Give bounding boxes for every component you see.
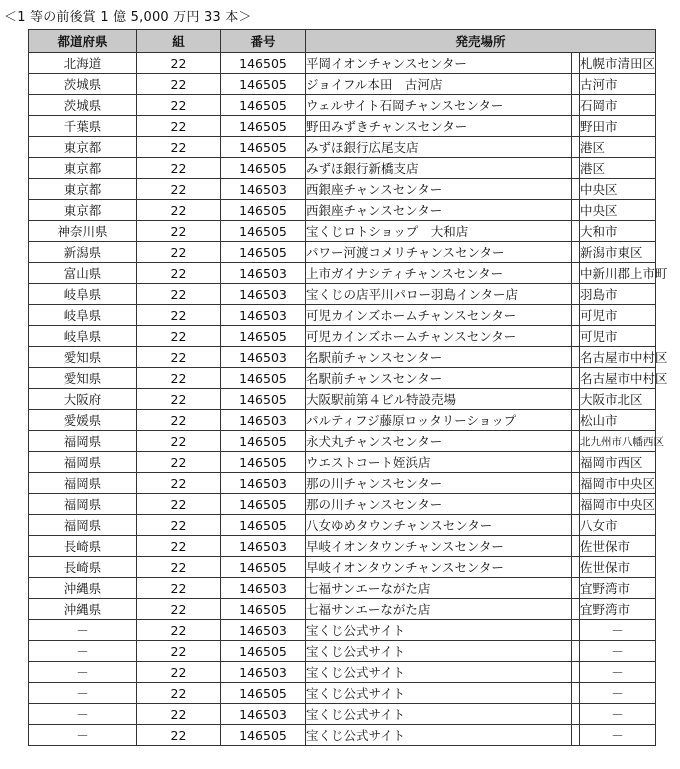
table-row	[29, 389, 656, 410]
cell-gap	[572, 221, 580, 242]
cell-prefecture: 新潟県	[29, 242, 137, 263]
cell-group: 22	[137, 410, 221, 431]
cell-group: 22	[137, 599, 221, 620]
cell-prefecture: 長崎県	[29, 557, 137, 578]
cell-city: 中新川郡上市町	[580, 263, 656, 284]
cell-shop: 早岐イオンタウンチャンスセンター	[306, 536, 572, 557]
table-row	[29, 116, 656, 137]
cell-city: 八女市	[580, 515, 656, 536]
cell-group: 22	[137, 431, 221, 452]
cell-gap	[572, 494, 580, 515]
cell-shop: ジョイフル本田 古河店	[306, 74, 572, 95]
cell-prefecture: 千葉県	[29, 116, 137, 137]
cell-city: －	[580, 683, 656, 704]
cell-group: 22	[137, 620, 221, 641]
table-row	[29, 410, 656, 431]
cell-city: 佐世保市	[580, 557, 656, 578]
cell-gap	[572, 137, 580, 158]
cell-group: 22	[137, 389, 221, 410]
cell-city: 札幌市清田区	[580, 53, 656, 74]
cell-shop: 永犬丸チャンスセンター	[306, 431, 572, 452]
cell-number: 146505	[221, 683, 306, 704]
cell-number: 146505	[221, 599, 306, 620]
cell-number: 146505	[221, 53, 306, 74]
cell-shop: ウエストコート姪浜店	[306, 452, 572, 473]
cell-city: 中央区	[580, 200, 656, 221]
cell-group: 22	[137, 284, 221, 305]
cell-number: 146503	[221, 704, 306, 725]
table-row	[29, 683, 656, 704]
cell-gap	[572, 599, 580, 620]
cell-gap	[572, 200, 580, 221]
cell-shop: 八女ゆめタウンチャンスセンター	[306, 515, 572, 536]
cell-city: －	[580, 620, 656, 641]
cell-gap	[572, 368, 580, 389]
cell-number: 146503	[221, 284, 306, 305]
cell-number: 146503	[221, 305, 306, 326]
table-row	[29, 431, 656, 452]
cell-group: 22	[137, 263, 221, 284]
cell-group: 22	[137, 578, 221, 599]
cell-number: 146505	[221, 641, 306, 662]
cell-gap	[572, 305, 580, 326]
cell-group: 22	[137, 74, 221, 95]
cell-gap	[572, 473, 580, 494]
cell-number: 146503	[221, 263, 306, 284]
cell-group: 22	[137, 326, 221, 347]
cell-gap	[572, 263, 580, 284]
cell-number: 146503	[221, 578, 306, 599]
cell-gap	[572, 242, 580, 263]
cell-group: 22	[137, 536, 221, 557]
cell-number: 146505	[221, 74, 306, 95]
cell-group: 22	[137, 704, 221, 725]
cell-group: 22	[137, 725, 221, 746]
cell-number: 146503	[221, 410, 306, 431]
cell-number: 146505	[221, 515, 306, 536]
cell-shop: 宝くじ公式サイト	[306, 704, 572, 725]
cell-shop: 宝くじ公式サイト	[306, 620, 572, 641]
cell-prefecture: 神奈川県	[29, 221, 137, 242]
table-row	[29, 53, 656, 74]
cell-group: 22	[137, 305, 221, 326]
cell-shop: 七福サンエーながた店	[306, 578, 572, 599]
table-row	[29, 179, 656, 200]
table-row	[29, 137, 656, 158]
cell-prefecture: －	[29, 641, 137, 662]
cell-shop: ウェルサイト石岡チャンスセンター	[306, 95, 572, 116]
cell-number: 146505	[221, 242, 306, 263]
page-caption: ＜1 等の前後賞 1 億 5,000 万円 33 本＞	[4, 10, 252, 25]
cell-group: 22	[137, 137, 221, 158]
cell-city: 古河市	[580, 74, 656, 95]
cell-group: 22	[137, 53, 221, 74]
cell-gap	[572, 410, 580, 431]
cell-group: 22	[137, 662, 221, 683]
cell-prefecture: 東京都	[29, 158, 137, 179]
cell-city: 宜野湾市	[580, 578, 656, 599]
cell-number: 146505	[221, 200, 306, 221]
table-row	[29, 347, 656, 368]
cell-city: －	[580, 662, 656, 683]
cell-city: 福岡市西区	[580, 452, 656, 473]
cell-shop: みずほ銀行広尾支店	[306, 137, 572, 158]
table-row	[29, 95, 656, 116]
cell-shop: パワー河渡コメリチャンスセンター	[306, 242, 572, 263]
table-row	[29, 578, 656, 599]
cell-shop: 那の川チャンスセンター	[306, 494, 572, 515]
cell-gap	[572, 704, 580, 725]
cell-city: 大和市	[580, 221, 656, 242]
cell-gap	[572, 557, 580, 578]
cell-city: 松山市	[580, 410, 656, 431]
cell-prefecture: 愛知県	[29, 368, 137, 389]
cell-shop: 可児カインズホームチャンスセンター	[306, 305, 572, 326]
cell-group: 22	[137, 557, 221, 578]
table-row	[29, 641, 656, 662]
cell-city: 名古屋市中村区	[580, 368, 656, 389]
cell-gap	[572, 641, 580, 662]
cell-gap	[572, 326, 580, 347]
cell-city: 港区	[580, 137, 656, 158]
cell-city: 野田市	[580, 116, 656, 137]
cell-gap	[572, 116, 580, 137]
cell-prefecture: 福岡県	[29, 515, 137, 536]
cell-city: 石岡市	[580, 95, 656, 116]
cell-prefecture: 岐阜県	[29, 305, 137, 326]
cell-gap	[572, 53, 580, 74]
cell-city: 佐世保市	[580, 536, 656, 557]
cell-city: －	[580, 704, 656, 725]
table-row	[29, 494, 656, 515]
cell-shop: 野田みずきチャンスセンター	[306, 116, 572, 137]
cell-prefecture: 福岡県	[29, 431, 137, 452]
cell-city: 福岡市中央区	[580, 494, 656, 515]
winning-shops-table	[28, 29, 668, 746]
cell-shop: 七福サンエーながた店	[306, 599, 572, 620]
table-row	[29, 242, 656, 263]
cell-gap	[572, 452, 580, 473]
cell-gap	[572, 431, 580, 452]
table-row	[29, 368, 656, 389]
cell-number: 146505	[221, 557, 306, 578]
cell-group: 22	[137, 683, 221, 704]
cell-group: 22	[137, 158, 221, 179]
cell-number: 146505	[221, 494, 306, 515]
cell-group: 22	[137, 95, 221, 116]
cell-shop: 平岡イオンチャンスセンター	[306, 53, 572, 74]
cell-number: 146505	[221, 368, 306, 389]
cell-prefecture: 東京都	[29, 179, 137, 200]
cell-gap	[572, 725, 580, 746]
header-group: 組	[137, 30, 221, 53]
cell-number: 146505	[221, 326, 306, 347]
cell-city: －	[580, 641, 656, 662]
cell-prefecture: 福岡県	[29, 452, 137, 473]
cell-gap	[572, 179, 580, 200]
cell-shop: 宝くじロトショップ 大和店	[306, 221, 572, 242]
cell-city: 宜野湾市	[580, 599, 656, 620]
cell-prefecture: 福岡県	[29, 473, 137, 494]
cell-group: 22	[137, 200, 221, 221]
table-row	[29, 704, 656, 725]
cell-shop: 宝くじの店平川パロー羽島インター店	[306, 284, 572, 305]
cell-prefecture: 沖縄県	[29, 599, 137, 620]
cell-prefecture: 茨城県	[29, 95, 137, 116]
cell-number: 146505	[221, 431, 306, 452]
cell-city: 大阪市北区	[580, 389, 656, 410]
cell-group: 22	[137, 242, 221, 263]
cell-shop: 宝くじ公式サイト	[306, 662, 572, 683]
header-shop: 発売場所	[306, 30, 656, 53]
cell-prefecture: 北海道	[29, 53, 137, 74]
table-row	[29, 536, 656, 557]
cell-group: 22	[137, 116, 221, 137]
cell-number: 146505	[221, 389, 306, 410]
cell-prefecture: 沖縄県	[29, 578, 137, 599]
cell-shop: みずほ銀行新橋支店	[306, 158, 572, 179]
cell-gap	[572, 536, 580, 557]
cell-shop: 名駅前チャンスセンター	[306, 368, 572, 389]
cell-prefecture: 東京都	[29, 137, 137, 158]
cell-prefecture: －	[29, 725, 137, 746]
cell-shop: 上市ガイナシティチャンスセンター	[306, 263, 572, 284]
cell-city: 新潟市東区	[580, 242, 656, 263]
cell-city: 福岡市中央区	[580, 473, 656, 494]
cell-group: 22	[137, 179, 221, 200]
cell-number: 146505	[221, 158, 306, 179]
table-body	[29, 53, 668, 746]
cell-gap	[572, 347, 580, 368]
cell-prefecture: 東京都	[29, 200, 137, 221]
cell-group: 22	[137, 473, 221, 494]
table-row	[29, 263, 656, 284]
table-row	[29, 452, 656, 473]
cell-gap	[572, 284, 580, 305]
cell-prefecture: 愛知県	[29, 347, 137, 368]
cell-prefecture: －	[29, 704, 137, 725]
cell-city: 北九州市八幡西区	[580, 431, 656, 452]
cell-gap	[572, 578, 580, 599]
cell-city: 中央区	[580, 179, 656, 200]
table-row	[29, 221, 656, 242]
cell-prefecture: 岐阜県	[29, 284, 137, 305]
cell-gap	[572, 74, 580, 95]
table-row	[29, 725, 656, 746]
table-row	[29, 326, 656, 347]
cell-prefecture: 富山県	[29, 263, 137, 284]
cell-number: 146503	[221, 662, 306, 683]
cell-city: 名古屋市中村区	[580, 347, 656, 368]
table-row	[29, 200, 656, 221]
cell-shop: 名駅前チャンスセンター	[306, 347, 572, 368]
cell-number: 146505	[221, 221, 306, 242]
cell-number: 146505	[221, 452, 306, 473]
cell-group: 22	[137, 641, 221, 662]
cell-prefecture: 長崎県	[29, 536, 137, 557]
table-row	[29, 158, 656, 179]
cell-number: 146505	[221, 95, 306, 116]
cell-city: －	[580, 725, 656, 746]
cell-group: 22	[137, 368, 221, 389]
cell-city: 港区	[580, 158, 656, 179]
cell-gap	[572, 389, 580, 410]
cell-prefecture: 大阪府	[29, 389, 137, 410]
cell-prefecture: －	[29, 620, 137, 641]
cell-shop: 早岐イオンタウンチャンスセンター	[306, 557, 572, 578]
cell-group: 22	[137, 515, 221, 536]
cell-number: 146503	[221, 536, 306, 557]
cell-group: 22	[137, 347, 221, 368]
cell-number: 146503	[221, 473, 306, 494]
cell-gap	[572, 515, 580, 536]
cell-shop: 大阪駅前第４ビル特設売場	[306, 389, 572, 410]
table-row	[29, 473, 656, 494]
cell-gap	[572, 662, 580, 683]
cell-number: 146505	[221, 725, 306, 746]
cell-gap	[572, 95, 580, 116]
cell-prefecture: －	[29, 662, 137, 683]
cell-gap	[572, 683, 580, 704]
cell-shop: 宝くじ公式サイト	[306, 725, 572, 746]
table-header-row	[29, 30, 656, 53]
cell-prefecture: 福岡県	[29, 494, 137, 515]
cell-city: 可児市	[580, 305, 656, 326]
cell-number: 146503	[221, 347, 306, 368]
cell-shop: パルティフジ藤原ロッタリーショップ	[306, 410, 572, 431]
cell-gap	[572, 620, 580, 641]
cell-gap	[572, 158, 580, 179]
cell-number: 146505	[221, 137, 306, 158]
cell-shop: 宝くじ公式サイト	[306, 641, 572, 662]
cell-prefecture: 茨城県	[29, 74, 137, 95]
cell-shop: 西銀座チャンスセンター	[306, 200, 572, 221]
cell-group: 22	[137, 221, 221, 242]
table-row	[29, 305, 656, 326]
cell-shop: 那の川チャンスセンター	[306, 473, 572, 494]
cell-city: 可児市	[580, 326, 656, 347]
table-row	[29, 620, 656, 641]
cell-prefecture: 岐阜県	[29, 326, 137, 347]
cell-prefecture: 愛媛県	[29, 410, 137, 431]
table-row	[29, 557, 656, 578]
cell-number: 146503	[221, 620, 306, 641]
cell-number: 146505	[221, 116, 306, 137]
cell-group: 22	[137, 452, 221, 473]
cell-shop: 可児カインズホームチャンスセンター	[306, 326, 572, 347]
cell-city: 羽島市	[580, 284, 656, 305]
table-row	[29, 515, 656, 536]
table-row	[29, 74, 656, 95]
table-row	[29, 284, 656, 305]
table-row	[29, 662, 656, 683]
header-prefecture: 都道府県	[29, 30, 137, 53]
table-row	[29, 599, 656, 620]
header-number: 番号	[221, 30, 306, 53]
cell-prefecture: －	[29, 683, 137, 704]
cell-number: 146503	[221, 179, 306, 200]
cell-shop: 西銀座チャンスセンター	[306, 179, 572, 200]
cell-group: 22	[137, 494, 221, 515]
cell-shop: 宝くじ公式サイト	[306, 683, 572, 704]
